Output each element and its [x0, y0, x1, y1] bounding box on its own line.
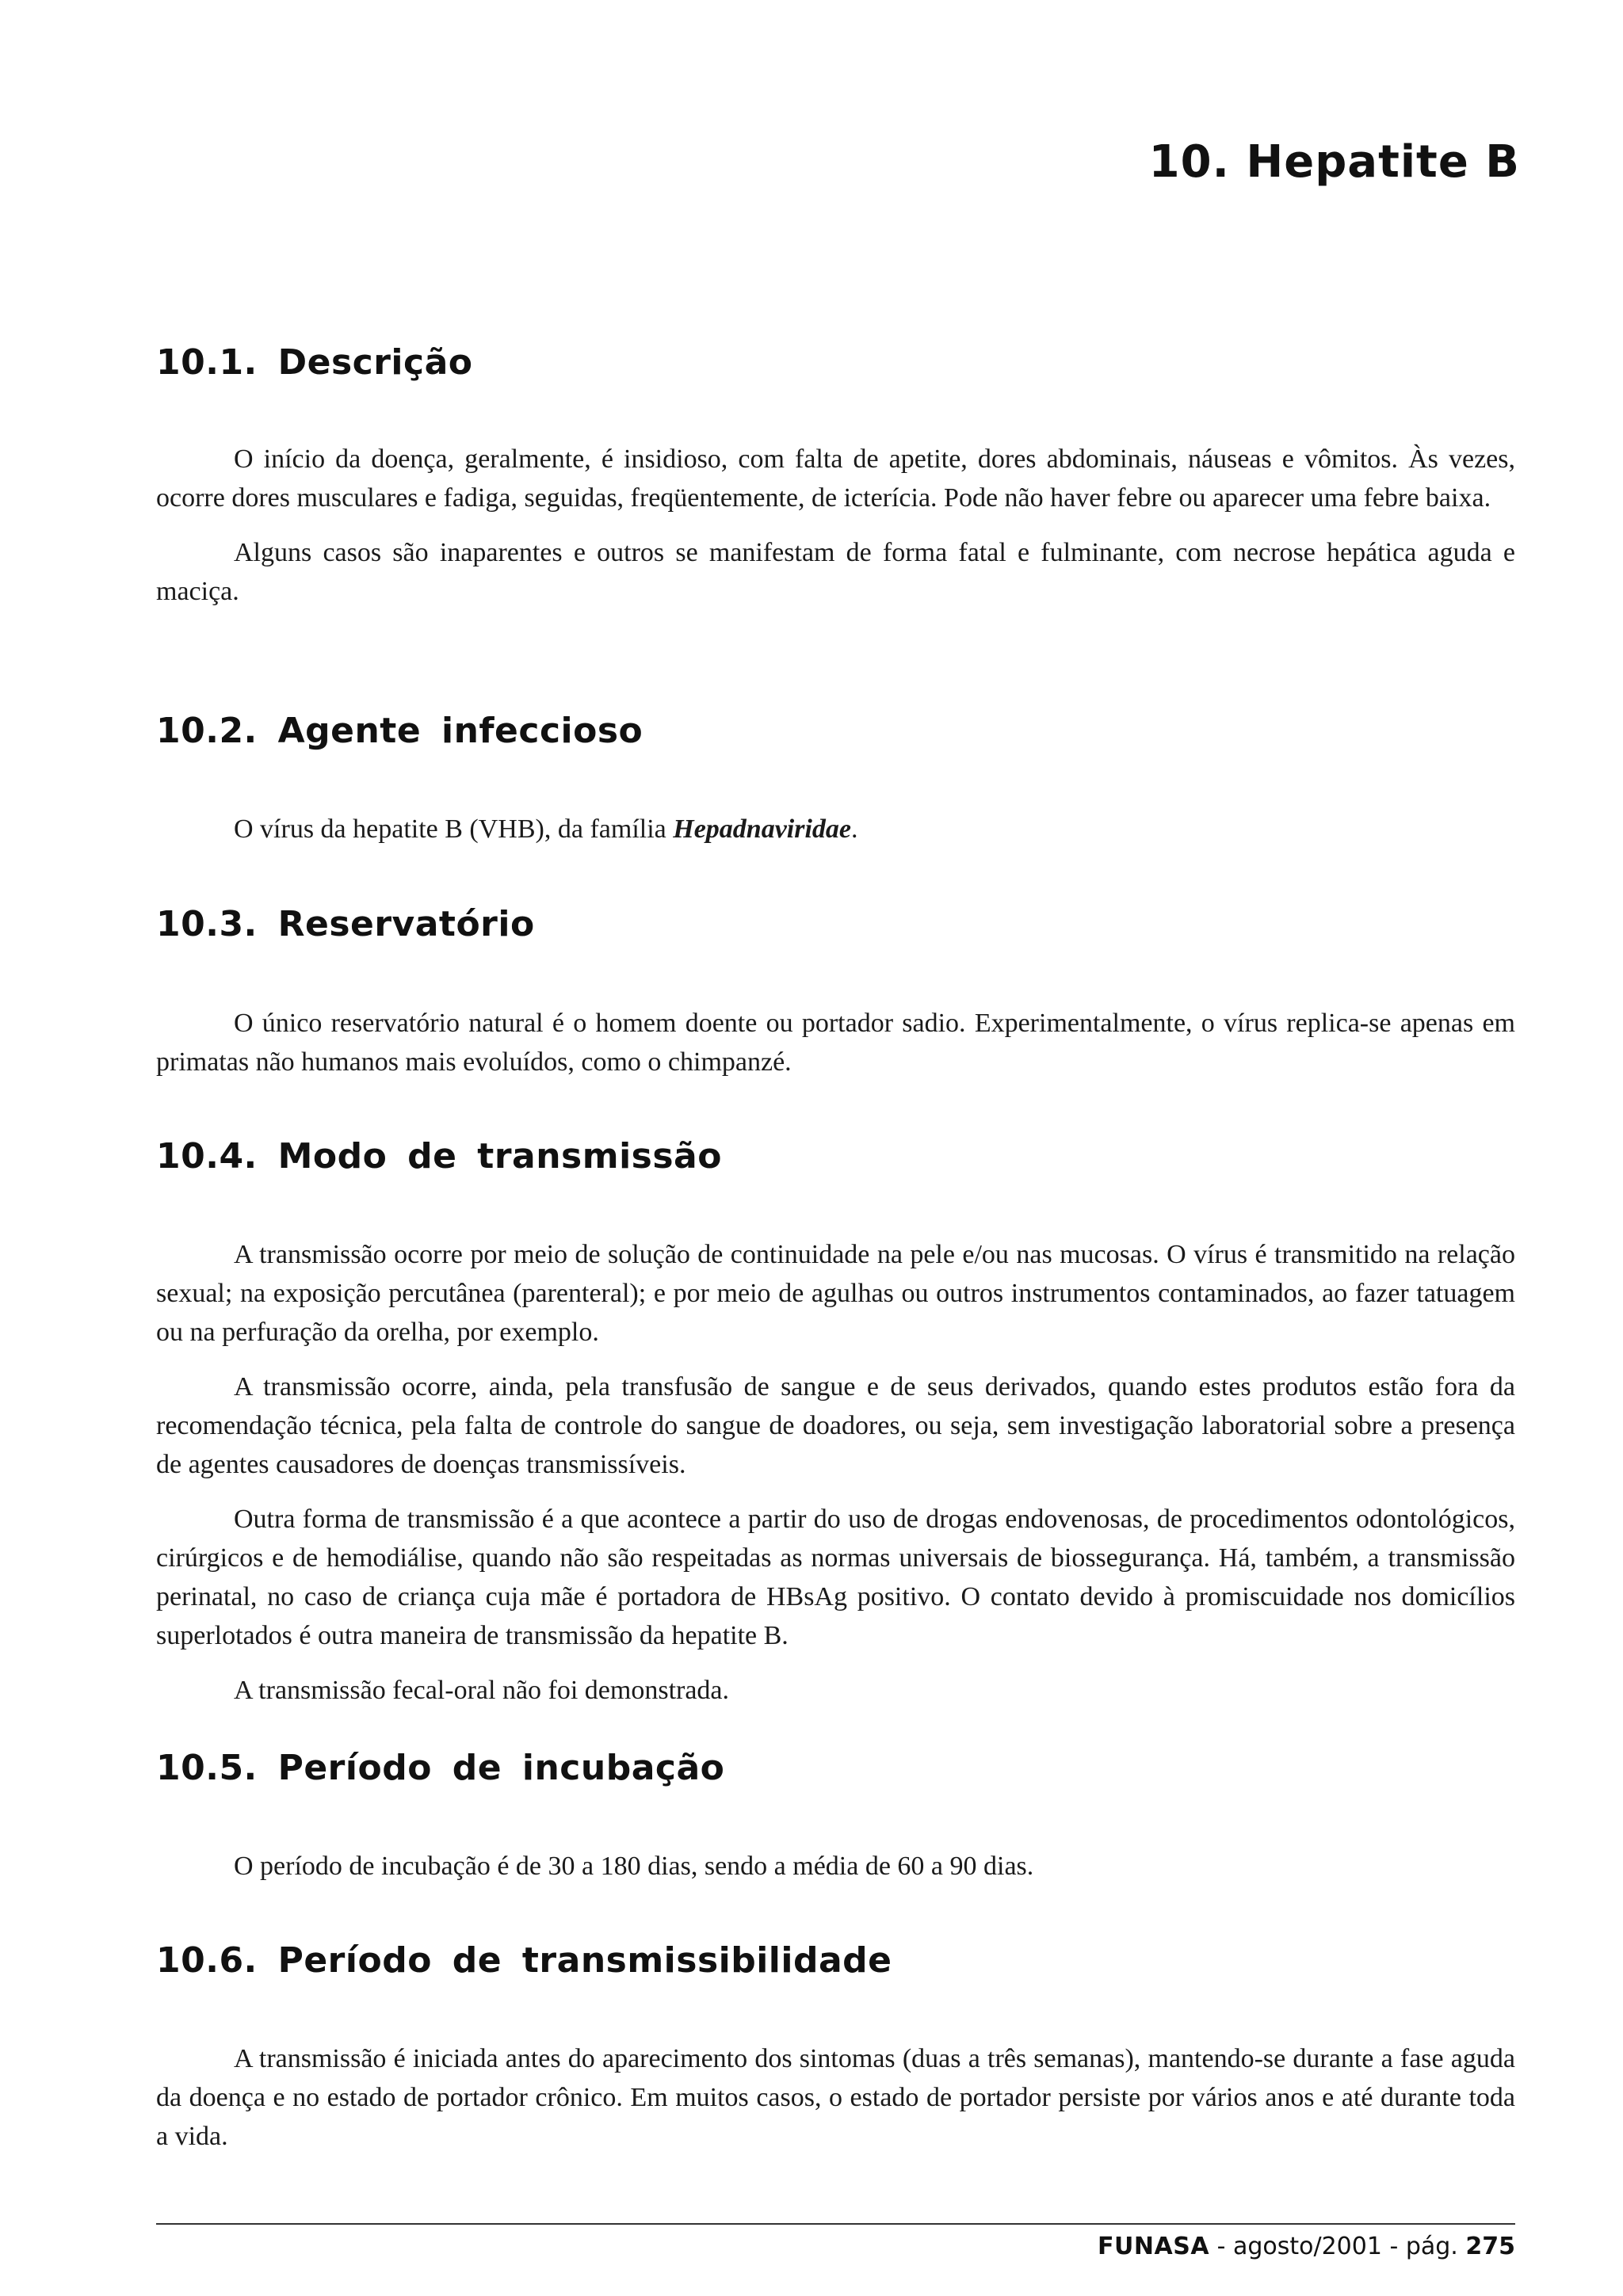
paragraph: A transmissão ocorre, ainda, pela transfusão de sangue e de seus derivados, quando estes produtos estão fora da recomendação técnica, pela falta de controle do sangue de doadores, ou seja, sem investigação laboratorial sobre a presença de agentes causadores de doenças transmissíveis. — [156, 1372, 1515, 1479]
paragraph — [156, 810, 1515, 849]
species-name: Hepadnaviridae — [673, 814, 852, 844]
paragraph: O início da doença, geralmente, é insidioso, com falta de apetite, dores abdominais, náuseas e vômitos. Às vezes, ocorre dores musculares e fadiga, seguidas, freqüentemente, de icterícia. Pode não haver febre ou aparecer uma febre baixa. — [156, 444, 1515, 513]
footer-date: - agosto/2001 - pág. — [1209, 2233, 1466, 2260]
chapter-title: 10. Hepatite B — [1148, 136, 1520, 188]
paragraph: A transmissão ocorre por meio de solução de continuidade na pele e/ou nas mucosas. O vírus é transmitido na relação sexual; na exposição percutânea (parenteral); e por meio de agulhas ou outros instrumentos contaminados, ao fazer tatuagem ou na perfuração da orelha, por exemplo. — [156, 1240, 1515, 1347]
paragraph-text: O vírus da hepatite B (VHB), da família — [234, 814, 674, 844]
section-agente-infeccioso — [156, 711, 1515, 864]
section-heading: 10.2. Agente infeccioso — [156, 711, 643, 751]
section-reservatorio — [156, 904, 1515, 1097]
section-descricao — [156, 342, 1515, 627]
footer-org: FUNASA — [1098, 2233, 1210, 2260]
paragraph: A transmissão fecal-oral não foi demonstrada. — [234, 1676, 730, 1705]
section-heading: 10.6. Período de transmissibilidade — [156, 1940, 892, 1981]
paragraph: A transmissão é iniciada antes do aparecimento dos sintomas (duas a três semanas), mantendo-se durante a fase aguda da doença e no estado de portador crônico. Em muitos casos, o estado de portador persiste por vários anos e até durante toda a vida. — [156, 2044, 1515, 2151]
section-periodo-de-transmissibilidade — [156, 1940, 1515, 2172]
section-modo-de-transmissao — [156, 1136, 1515, 1726]
paragraph: O único reservatório natural é o homem doente ou portador sadio. Experimentalmente, o vírus replica-se apenas em primatas não humanos mais evoluídos, como o chimpanzé. — [156, 1009, 1515, 1077]
footer-divider — [156, 2223, 1515, 2225]
paragraph: Outra forma de transmissão é a que acontece a partir do uso de drogas endovenosas, de procedimentos odontológicos, cirúrgicos e de hemodiálise, quando não são respeitadas as normas universais de biossegurança. Há, também, a transmissão perinatal, no caso de criança cuja mãe é portadora de HBsAg positivo. O contato devido à promiscuidade nos domicílios superlotados é outra maneira de transmissão da hepatite B. — [156, 1505, 1515, 1650]
section-heading: 10.5. Período de incubação — [156, 1748, 725, 1788]
section-periodo-de-incubacao — [156, 1748, 1515, 1901]
page-number: 275 — [1465, 2233, 1515, 2260]
section-heading: 10.1. Descrição — [156, 342, 473, 383]
section-heading: 10.3. Reservatório — [156, 904, 535, 944]
page-footer — [1098, 2233, 1515, 2260]
paragraph-text: . — [851, 814, 858, 844]
paragraph: Alguns casos são inaparentes e outros se manifestam de forma fatal e fulminante, com necrose hepática aguda e maciça. — [156, 538, 1515, 606]
section-heading: 10.4. Modo de transmissão — [156, 1136, 722, 1177]
paragraph: O período de incubação é de 30 a 180 dias, sendo a média de 60 a 90 dias. — [234, 1852, 1034, 1881]
